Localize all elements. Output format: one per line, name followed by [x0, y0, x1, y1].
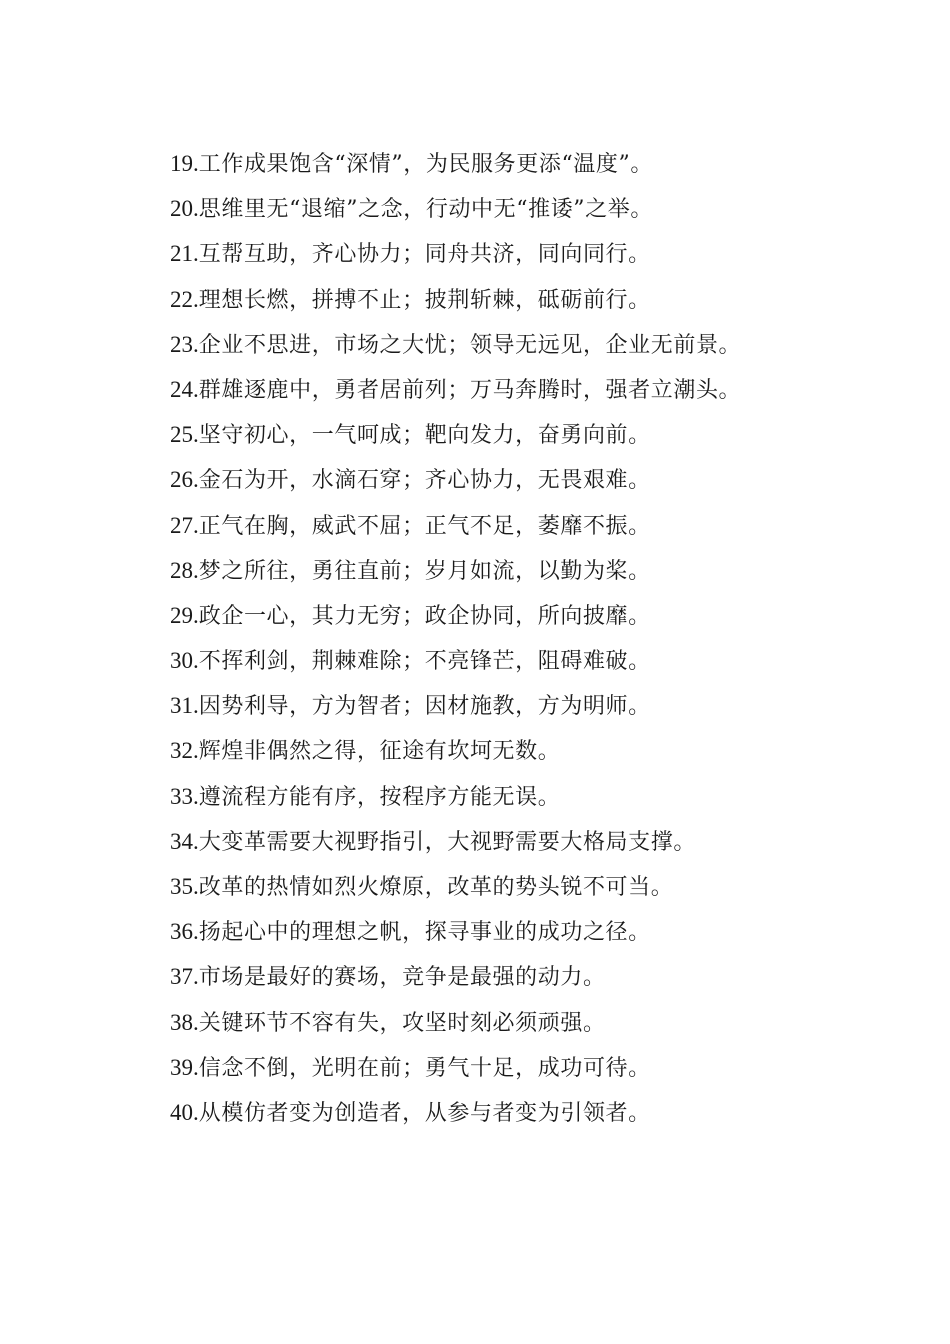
item-number: 32.	[170, 738, 199, 764]
list-item	[170, 958, 870, 1003]
item-text: 群雄逐鹿中，勇者居前列；万马奔腾时，强者立潮头。	[198, 377, 742, 403]
list-item	[170, 597, 870, 642]
item-number: 26.	[170, 467, 199, 493]
item-text: 改革的热情如烈火燎原，改革的势头锐不可当。	[198, 875, 674, 900]
item-number: 23.	[170, 331, 199, 357]
item-text: 信念不倒，光明在前；勇气十足，成功可待。	[198, 1055, 651, 1081]
list-item	[170, 371, 870, 416]
item-number: 38.	[170, 1009, 199, 1035]
item-text: 遵流程方能有序，按程序方能无误。	[198, 784, 561, 810]
item-number: 40.	[170, 1099, 199, 1125]
list-item	[170, 416, 870, 461]
list-item	[170, 507, 870, 552]
item-number: 30.	[170, 648, 199, 674]
item-number: 35.	[170, 874, 199, 899]
list-item	[170, 326, 870, 371]
item-number: 25.	[170, 422, 199, 448]
item-number: 29.	[170, 602, 199, 628]
list-item	[170, 778, 870, 823]
list-item	[170, 1094, 870, 1139]
item-text: 因势利导，方为智者；因材施教，方为明师。	[198, 694, 651, 720]
list-item	[170, 868, 870, 913]
item-number: 27.	[170, 512, 199, 538]
item-number: 22.	[170, 286, 199, 312]
item-text: 从模仿者变为创造者，从参与者变为引领者。	[198, 1100, 651, 1126]
list-item	[170, 687, 870, 732]
item-text: 不挥利剑，荆棘难除；不亮锋芒，阻碍难破。	[198, 649, 651, 675]
item-number: 36.	[170, 919, 199, 945]
item-text: 辉煌非偶然之得，征途有坎坷无数。	[198, 739, 561, 765]
item-text: 理想长燃，拼搏不止；披荆斩棘，砥砺前行。	[198, 287, 651, 313]
item-text: 市场是最好的赛场，竞争是最强的动力。	[198, 965, 606, 991]
list-item	[170, 913, 870, 958]
item-number: 34.	[170, 828, 199, 854]
item-number: 33.	[170, 783, 199, 809]
item-number: 31.	[170, 693, 199, 719]
item-number: 24.	[170, 376, 199, 402]
item-text: 正气在胸，威武不屈；正气不足，萎靡不振。	[198, 513, 651, 539]
item-text: 扬起心中的理想之帆，探寻事业的成功之径。	[198, 920, 651, 946]
list-item	[170, 461, 870, 506]
item-text: 工作成果饱含“深情”，为民服务更添“温度”。	[198, 152, 653, 177]
item-text: 大变革需要大视野指引，大视野需要大格局支撑。	[198, 829, 696, 855]
item-number: 28.	[170, 557, 199, 583]
item-text: 互帮互助，齐心协力；同舟共济，同向同行。	[198, 242, 651, 268]
item-text: 政企一心，其力无穷；政企协同，所向披靡。	[198, 603, 651, 629]
item-number: 20.	[170, 196, 199, 222]
item-number: 39.	[170, 1054, 199, 1080]
list-item	[170, 1004, 870, 1049]
list-item	[170, 281, 870, 326]
item-number: 21.	[170, 241, 199, 267]
item-number: 19.	[170, 151, 199, 176]
numbered-list	[170, 145, 870, 1139]
item-text: 企业不思进，市场之大忧；领导无远见，企业无前景。	[198, 332, 742, 358]
list-item	[170, 552, 870, 597]
item-number: 37.	[170, 964, 199, 990]
item-text: 关键环节不容有失，攻坚时刻必须顽强。	[198, 1010, 606, 1036]
list-item	[170, 732, 870, 777]
list-item	[170, 642, 870, 687]
item-text: 思维里无“退缩”之念，行动中无“推诿”之举。	[198, 197, 653, 223]
item-text: 梦之所往，勇往直前；岁月如流，以勤为桨。	[198, 558, 651, 584]
item-text: 坚守初心，一气呵成；靶向发力，奋勇向前。	[198, 423, 651, 449]
list-item	[170, 1049, 870, 1094]
list-item	[170, 190, 870, 235]
list-item	[170, 823, 870, 868]
list-item	[170, 145, 870, 190]
list-item	[170, 235, 870, 280]
item-text: 金石为开，水滴石穿；齐心协力，无畏艰难。	[198, 468, 651, 494]
